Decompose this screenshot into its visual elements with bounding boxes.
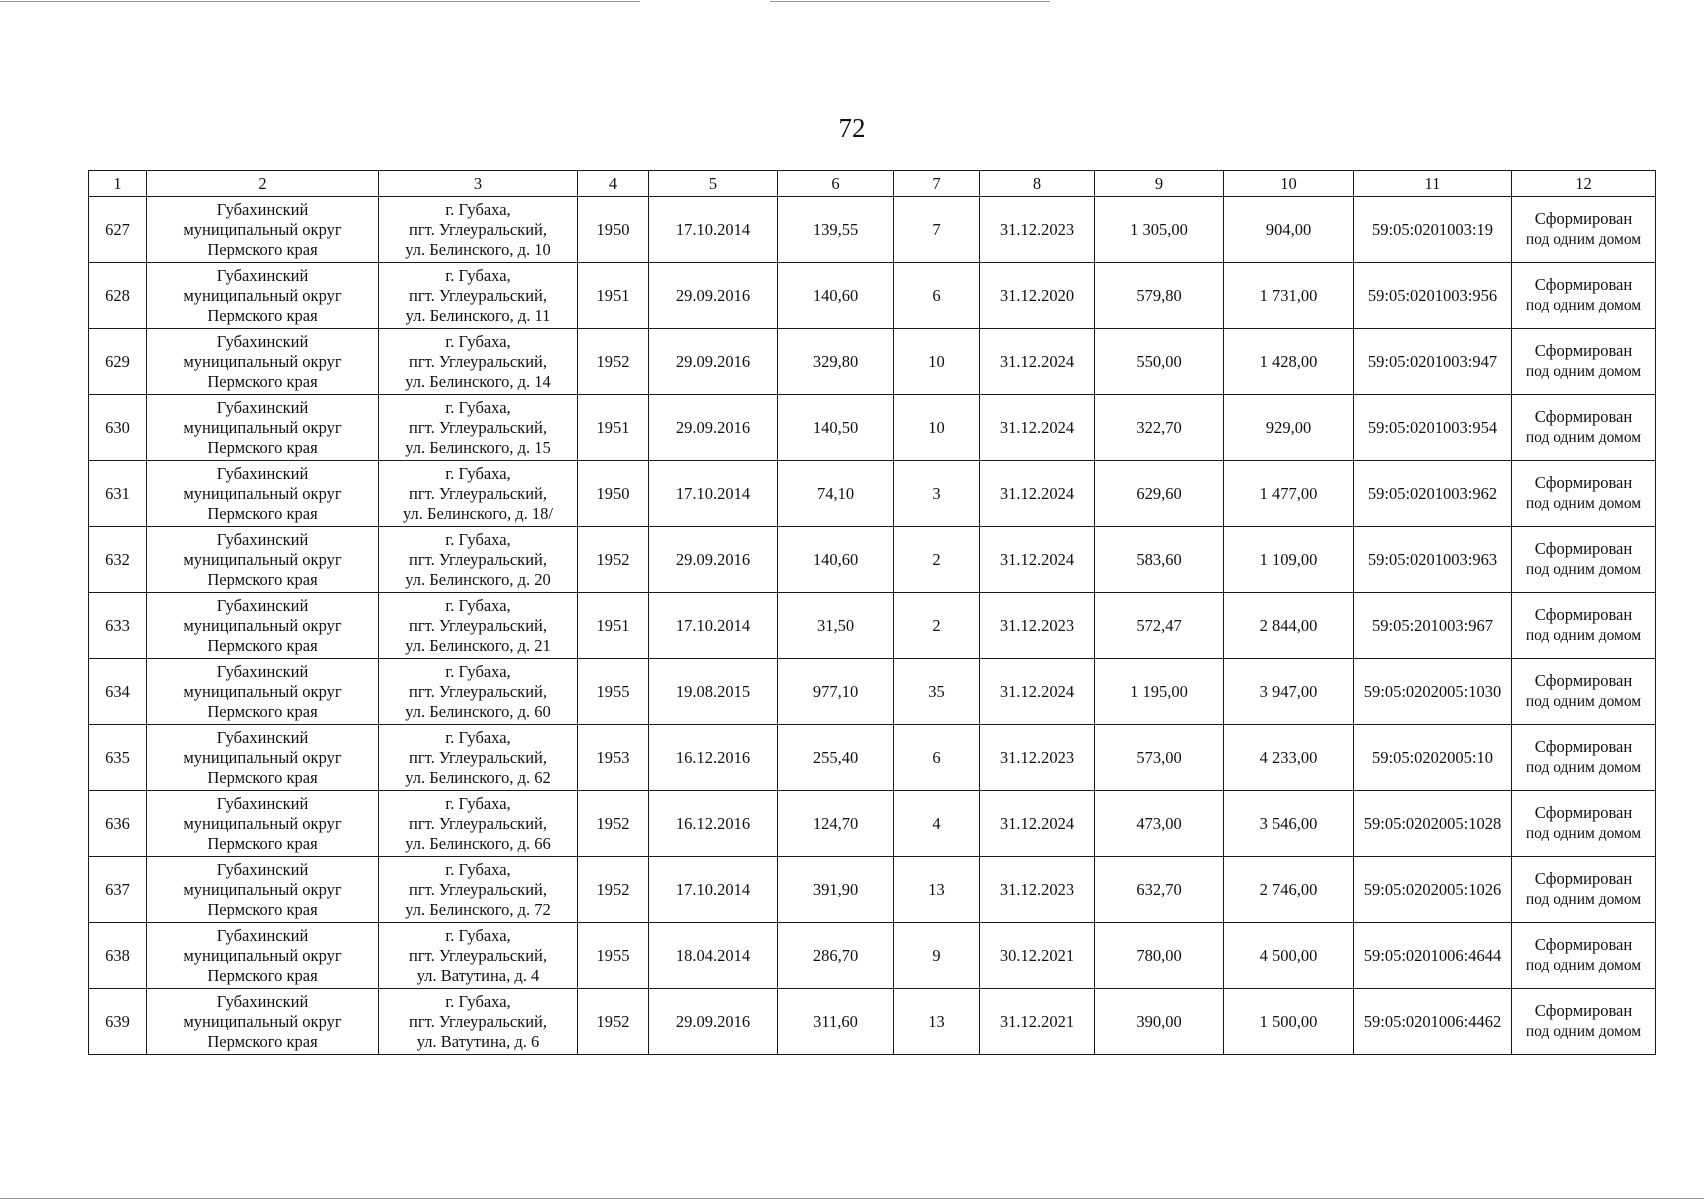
row-number: 631 [89, 461, 147, 527]
table-row [89, 263, 1656, 329]
row-number: 633 [89, 593, 147, 659]
address-cell-line: г. Губаха, [445, 859, 511, 879]
address-cell-line: ул. Ватутина, д. 6 [416, 1031, 540, 1051]
date-cell: 17.10.2014 [649, 593, 778, 659]
year-cell: 1955 [578, 659, 649, 725]
year-cell: 1951 [578, 593, 649, 659]
count-cell: 7 [894, 197, 980, 263]
address-cell-line: ул. Белинского, д. 10 [405, 239, 551, 259]
municipality-cell-line: Пермского края [207, 239, 318, 259]
page-number: 72 [838, 113, 866, 143]
count-cell: 13 [894, 989, 980, 1055]
address-cell-line: ул. Белинского, д. 18/ [402, 503, 554, 523]
value-cell: 390,00 [1095, 989, 1224, 1055]
deadline-cell: 31.12.2024 [980, 395, 1095, 461]
municipality-cell-line: муниципальный округ [183, 549, 342, 569]
municipality-cell-line: муниципальный округ [183, 1011, 342, 1031]
address-cell-line: ул. Белинского, д. 60 [405, 701, 551, 721]
table-row [89, 923, 1656, 989]
date-cell: 29.09.2016 [649, 989, 778, 1055]
address-cell-line: г. Губаха, [445, 529, 511, 549]
status-cell-line: под одним домом [1525, 759, 1642, 776]
table-row [89, 527, 1656, 593]
area-cell: 74,10 [778, 461, 894, 527]
count-cell: 2 [894, 593, 980, 659]
municipality-cell [147, 659, 379, 725]
status-cell [1512, 263, 1656, 329]
address-cell-line: ул. Белинского, д. 11 [405, 305, 551, 325]
area-cell: 311,60 [778, 989, 894, 1055]
address-cell-line: г. Губаха, [445, 793, 511, 813]
table-row [89, 857, 1656, 923]
year-cell: 1950 [578, 461, 649, 527]
address-cell-line: пгт. Углеуральский, [409, 417, 547, 437]
municipality-cell-line: Пермского края [207, 371, 318, 391]
address-cell-line: г. Губаха, [445, 199, 511, 219]
table-row [89, 593, 1656, 659]
status-cell [1512, 725, 1656, 791]
cadastral-number-cell: 59:05:0201003:954 [1354, 395, 1512, 461]
count-cell: 13 [894, 857, 980, 923]
year-cell: 1953 [578, 725, 649, 791]
deadline-cell: 31.12.2024 [980, 461, 1095, 527]
count-cell: 4 [894, 791, 980, 857]
count-cell: 6 [894, 725, 980, 791]
municipality-cell-line: Пермского края [207, 305, 318, 325]
municipality-cell-line: Губахинский [216, 859, 309, 879]
status-cell [1512, 791, 1656, 857]
date-cell: 17.10.2014 [649, 461, 778, 527]
status-cell-line: Сформирован [1534, 737, 1633, 756]
value-cell: 929,00 [1224, 395, 1354, 461]
status-cell [1512, 923, 1656, 989]
municipality-cell-line: Пермского края [207, 503, 318, 523]
address-cell-line: пгт. Углеуральский, [409, 879, 547, 899]
cadastral-number-cell: 59:05:0202005:10 [1354, 725, 1512, 791]
area-cell: 255,40 [778, 725, 894, 791]
table-row [89, 659, 1656, 725]
status-cell-line: Сформирован [1534, 671, 1633, 690]
status-cell [1512, 593, 1656, 659]
status-cell-line: Сформирован [1534, 209, 1633, 228]
scan-edge-bottom [0, 1198, 1704, 1199]
year-cell: 1955 [578, 923, 649, 989]
value-cell: 1 195,00 [1095, 659, 1224, 725]
table-row [89, 329, 1656, 395]
municipality-cell-line: муниципальный округ [183, 879, 342, 899]
municipality-cell-line: Губахинский [216, 199, 309, 219]
status-cell-line: Сформирован [1534, 869, 1633, 888]
address-cell [379, 461, 578, 527]
address-cell [379, 593, 578, 659]
date-cell: 16.12.2016 [649, 791, 778, 857]
municipality-cell [147, 395, 379, 461]
area-cell: 139,55 [778, 197, 894, 263]
municipality-cell-line: муниципальный округ [183, 285, 342, 305]
address-cell [379, 395, 578, 461]
municipality-cell [147, 527, 379, 593]
column-header: 7 [894, 171, 980, 197]
address-cell-line: ул. Белинского, д. 14 [405, 371, 551, 391]
row-number: 632 [89, 527, 147, 593]
column-header: 4 [578, 171, 649, 197]
value-cell: 629,60 [1095, 461, 1224, 527]
status-cell-line: Сформирован [1534, 275, 1633, 294]
status-cell-line: под одним домом [1525, 627, 1642, 644]
row-number: 636 [89, 791, 147, 857]
deadline-cell: 31.12.2023 [980, 857, 1095, 923]
area-cell: 124,70 [778, 791, 894, 857]
status-cell-line: под одним домом [1525, 957, 1642, 974]
area-cell: 140,60 [778, 263, 894, 329]
municipality-cell-line: Губахинский [216, 529, 309, 549]
date-cell: 29.09.2016 [649, 527, 778, 593]
scan-edge-top-right [770, 1, 1050, 2]
date-cell: 29.09.2016 [649, 263, 778, 329]
address-cell-line: г. Губаха, [445, 397, 511, 417]
date-cell: 29.09.2016 [649, 395, 778, 461]
year-cell: 1951 [578, 263, 649, 329]
table-row [89, 461, 1656, 527]
value-cell: 3 947,00 [1224, 659, 1354, 725]
address-cell [379, 857, 578, 923]
address-cell-line: ул. Белинского, д. 21 [405, 635, 551, 655]
status-cell-line: под одним домом [1525, 693, 1642, 710]
address-cell-line: пгт. Углеуральский, [409, 285, 547, 305]
column-header: 3 [379, 171, 578, 197]
value-cell: 1 477,00 [1224, 461, 1354, 527]
address-cell-line: ул. Белинского, д. 62 [405, 767, 551, 787]
address-cell-line: г. Губаха, [445, 991, 511, 1011]
date-cell: 16.12.2016 [649, 725, 778, 791]
area-cell: 329,80 [778, 329, 894, 395]
municipality-cell-line: Пермского края [207, 965, 318, 985]
status-cell-line: Сформирован [1534, 539, 1633, 558]
cadastral-number-cell: 59:05:0202005:1028 [1354, 791, 1512, 857]
address-cell [379, 659, 578, 725]
status-cell-line: под одним домом [1525, 363, 1642, 380]
column-header: 2 [147, 171, 379, 197]
column-header: 8 [980, 171, 1095, 197]
column-header: 6 [778, 171, 894, 197]
municipality-cell [147, 329, 379, 395]
municipality-cell [147, 263, 379, 329]
municipality-cell-line: Губахинский [216, 397, 309, 417]
address-cell-line: пгт. Углеуральский, [409, 813, 547, 833]
municipality-cell [147, 857, 379, 923]
address-cell-line: пгт. Углеуральский, [409, 483, 547, 503]
address-cell-line: г. Губаха, [445, 331, 511, 351]
row-number: 627 [89, 197, 147, 263]
municipality-cell-line: муниципальный округ [183, 945, 342, 965]
count-cell: 9 [894, 923, 980, 989]
address-cell [379, 263, 578, 329]
cadastral-number-cell: 59:05:0201006:4462 [1354, 989, 1512, 1055]
value-cell: 632,70 [1095, 857, 1224, 923]
address-cell [379, 725, 578, 791]
deadline-cell: 30.12.2021 [980, 923, 1095, 989]
deadline-cell: 31.12.2024 [980, 329, 1095, 395]
address-cell-line: ул. Белинского, д. 72 [405, 899, 551, 919]
address-cell-line: г. Губаха, [445, 925, 511, 945]
address-cell-line: пгт. Углеуральский, [409, 219, 547, 239]
municipality-cell-line: муниципальный округ [183, 417, 342, 437]
deadline-cell: 31.12.2023 [980, 593, 1095, 659]
column-number-row [89, 171, 1656, 197]
address-cell-line: пгт. Углеуральский, [409, 945, 547, 965]
value-cell: 2 844,00 [1224, 593, 1354, 659]
address-cell [379, 527, 578, 593]
status-cell [1512, 329, 1656, 395]
table-body [89, 197, 1656, 1055]
row-number: 630 [89, 395, 147, 461]
column-header: 9 [1095, 171, 1224, 197]
address-cell [379, 989, 578, 1055]
area-cell: 140,50 [778, 395, 894, 461]
count-cell: 10 [894, 395, 980, 461]
area-cell: 391,90 [778, 857, 894, 923]
cadastral-number-cell: 59:05:0201003:947 [1354, 329, 1512, 395]
status-cell-line: под одним домом [1525, 429, 1642, 446]
status-cell [1512, 989, 1656, 1055]
row-number: 629 [89, 329, 147, 395]
status-cell [1512, 395, 1656, 461]
address-cell-line: г. Губаха, [445, 463, 511, 483]
status-cell-line: Сформирован [1534, 341, 1633, 360]
status-cell [1512, 197, 1656, 263]
year-cell: 1952 [578, 527, 649, 593]
year-cell: 1952 [578, 791, 649, 857]
status-cell [1512, 857, 1656, 923]
status-cell-line: под одним домом [1525, 297, 1642, 314]
address-cell-line: пгт. Углеуральский, [409, 1011, 547, 1031]
row-number: 635 [89, 725, 147, 791]
table-row [89, 791, 1656, 857]
municipality-cell-line: Губахинский [216, 925, 309, 945]
municipality-cell-line: Пермского края [207, 701, 318, 721]
value-cell: 322,70 [1095, 395, 1224, 461]
status-cell-line: под одним домом [1525, 495, 1642, 512]
address-cell-line: пгт. Углеуральский, [409, 549, 547, 569]
status-cell-line: под одним домом [1525, 825, 1642, 842]
value-cell: 583,60 [1095, 527, 1224, 593]
municipality-cell-line: Губахинский [216, 265, 309, 285]
address-cell [379, 923, 578, 989]
municipality-cell-line: Пермского края [207, 569, 318, 589]
count-cell: 2 [894, 527, 980, 593]
row-number: 628 [89, 263, 147, 329]
value-cell: 4 233,00 [1224, 725, 1354, 791]
value-cell: 573,00 [1095, 725, 1224, 791]
column-header: 5 [649, 171, 778, 197]
municipality-cell-line: Губахинский [216, 661, 309, 681]
municipality-cell-line: муниципальный округ [183, 351, 342, 371]
area-cell: 140,60 [778, 527, 894, 593]
housing-registry-table [88, 170, 1656, 1055]
municipality-cell-line: Пермского края [207, 833, 318, 853]
status-cell-line: под одним домом [1525, 561, 1642, 578]
table-row [89, 725, 1656, 791]
deadline-cell: 31.12.2024 [980, 527, 1095, 593]
column-header: 1 [89, 171, 147, 197]
cadastral-number-cell: 59:05:0201003:963 [1354, 527, 1512, 593]
municipality-cell-line: Губахинский [216, 991, 309, 1011]
status-cell [1512, 659, 1656, 725]
status-cell-line: под одним домом [1525, 231, 1642, 248]
deadline-cell: 31.12.2021 [980, 989, 1095, 1055]
status-cell-line: Сформирован [1534, 473, 1633, 492]
value-cell: 780,00 [1095, 923, 1224, 989]
municipality-cell-line: муниципальный округ [183, 747, 342, 767]
year-cell: 1951 [578, 395, 649, 461]
date-cell: 17.10.2014 [649, 857, 778, 923]
municipality-cell-line: Губахинский [216, 793, 309, 813]
status-cell-line: Сформирован [1534, 803, 1633, 822]
municipality-cell-line: муниципальный округ [183, 219, 342, 239]
municipality-cell-line: Губахинский [216, 727, 309, 747]
area-cell: 31,50 [778, 593, 894, 659]
address-cell-line: пгт. Углеуральский, [409, 681, 547, 701]
date-cell: 29.09.2016 [649, 329, 778, 395]
column-header: 11 [1354, 171, 1512, 197]
year-cell: 1952 [578, 857, 649, 923]
status-cell [1512, 461, 1656, 527]
value-cell: 1 428,00 [1224, 329, 1354, 395]
year-cell: 1952 [578, 329, 649, 395]
status-cell-line: Сформирован [1534, 407, 1633, 426]
value-cell: 550,00 [1095, 329, 1224, 395]
municipality-cell [147, 989, 379, 1055]
municipality-cell-line: Пермского края [207, 437, 318, 457]
municipality-cell-line: Губахинский [216, 331, 309, 351]
value-cell: 1 500,00 [1224, 989, 1354, 1055]
cadastral-number-cell: 59:05:0202005:1026 [1354, 857, 1512, 923]
address-cell-line: ул. Ватутина, д. 4 [416, 965, 540, 985]
cadastral-number-cell: 59:05:201003:967 [1354, 593, 1512, 659]
date-cell: 18.04.2014 [649, 923, 778, 989]
date-cell: 19.08.2015 [649, 659, 778, 725]
address-cell-line: ул. Белинского, д. 15 [405, 437, 551, 457]
municipality-cell [147, 593, 379, 659]
deadline-cell: 31.12.2023 [980, 197, 1095, 263]
municipality-cell [147, 461, 379, 527]
address-cell-line: ул. Белинского, д. 20 [405, 569, 551, 589]
row-number: 637 [89, 857, 147, 923]
municipality-cell-line: Пермского края [207, 899, 318, 919]
date-cell: 17.10.2014 [649, 197, 778, 263]
cadastral-number-cell: 59:05:0201003:19 [1354, 197, 1512, 263]
table-row [89, 989, 1656, 1055]
column-header: 10 [1224, 171, 1354, 197]
address-cell-line: пгт. Углеуральский, [409, 747, 547, 767]
count-cell: 6 [894, 263, 980, 329]
address-cell-line: г. Губаха, [445, 595, 511, 615]
status-cell [1512, 527, 1656, 593]
address-cell [379, 197, 578, 263]
address-cell-line: г. Губаха, [445, 661, 511, 681]
cadastral-number-cell: 59:05:0201003:962 [1354, 461, 1512, 527]
table-row [89, 197, 1656, 263]
address-cell-line: г. Губаха, [445, 727, 511, 747]
value-cell: 2 746,00 [1224, 857, 1354, 923]
value-cell: 1 305,00 [1095, 197, 1224, 263]
address-cell-line: ул. Белинского, д. 66 [405, 833, 551, 853]
municipality-cell-line: Губахинский [216, 595, 309, 615]
municipality-cell-line: Пермского края [207, 1031, 318, 1051]
cadastral-number-cell: 59:05:0201006:4644 [1354, 923, 1512, 989]
scan-edge-top-left [0, 1, 640, 2]
value-cell: 1 109,00 [1224, 527, 1354, 593]
address-cell [379, 791, 578, 857]
deadline-cell: 31.12.2023 [980, 725, 1095, 791]
deadline-cell: 31.12.2024 [980, 659, 1095, 725]
cadastral-number-cell: 59:05:0202005:1030 [1354, 659, 1512, 725]
municipality-cell [147, 725, 379, 791]
municipality-cell-line: муниципальный округ [183, 615, 342, 635]
status-cell-line: Сформирован [1534, 935, 1633, 954]
municipality-cell-line: муниципальный округ [183, 681, 342, 701]
value-cell: 3 546,00 [1224, 791, 1354, 857]
year-cell: 1952 [578, 989, 649, 1055]
municipality-cell [147, 197, 379, 263]
value-cell: 473,00 [1095, 791, 1224, 857]
status-cell-line: под одним домом [1525, 891, 1642, 908]
table-row [89, 395, 1656, 461]
row-number: 639 [89, 989, 147, 1055]
column-header: 12 [1512, 171, 1656, 197]
count-cell: 3 [894, 461, 980, 527]
count-cell: 35 [894, 659, 980, 725]
municipality-cell-line: Пермского края [207, 767, 318, 787]
cadastral-number-cell: 59:05:0201003:956 [1354, 263, 1512, 329]
address-cell-line: г. Губаха, [445, 265, 511, 285]
value-cell: 579,80 [1095, 263, 1224, 329]
status-cell-line: под одним домом [1525, 1023, 1642, 1040]
row-number: 638 [89, 923, 147, 989]
count-cell: 10 [894, 329, 980, 395]
status-cell-line: Сформирован [1534, 605, 1633, 624]
value-cell: 572,47 [1095, 593, 1224, 659]
value-cell: 904,00 [1224, 197, 1354, 263]
municipality-cell [147, 923, 379, 989]
row-number: 634 [89, 659, 147, 725]
municipality-cell-line: муниципальный округ [183, 483, 342, 503]
value-cell: 1 731,00 [1224, 263, 1354, 329]
area-cell: 286,70 [778, 923, 894, 989]
deadline-cell: 31.12.2024 [980, 791, 1095, 857]
status-cell-line: Сформирован [1534, 1001, 1633, 1020]
address-cell [379, 329, 578, 395]
municipality-cell [147, 791, 379, 857]
address-cell-line: пгт. Углеуральский, [409, 615, 547, 635]
municipality-cell-line: Пермского края [207, 635, 318, 655]
deadline-cell: 31.12.2020 [980, 263, 1095, 329]
value-cell: 4 500,00 [1224, 923, 1354, 989]
municipality-cell-line: Губахинский [216, 463, 309, 483]
municipality-cell-line: муниципальный округ [183, 813, 342, 833]
area-cell: 977,10 [778, 659, 894, 725]
year-cell: 1950 [578, 197, 649, 263]
address-cell-line: пгт. Углеуральский, [409, 351, 547, 371]
